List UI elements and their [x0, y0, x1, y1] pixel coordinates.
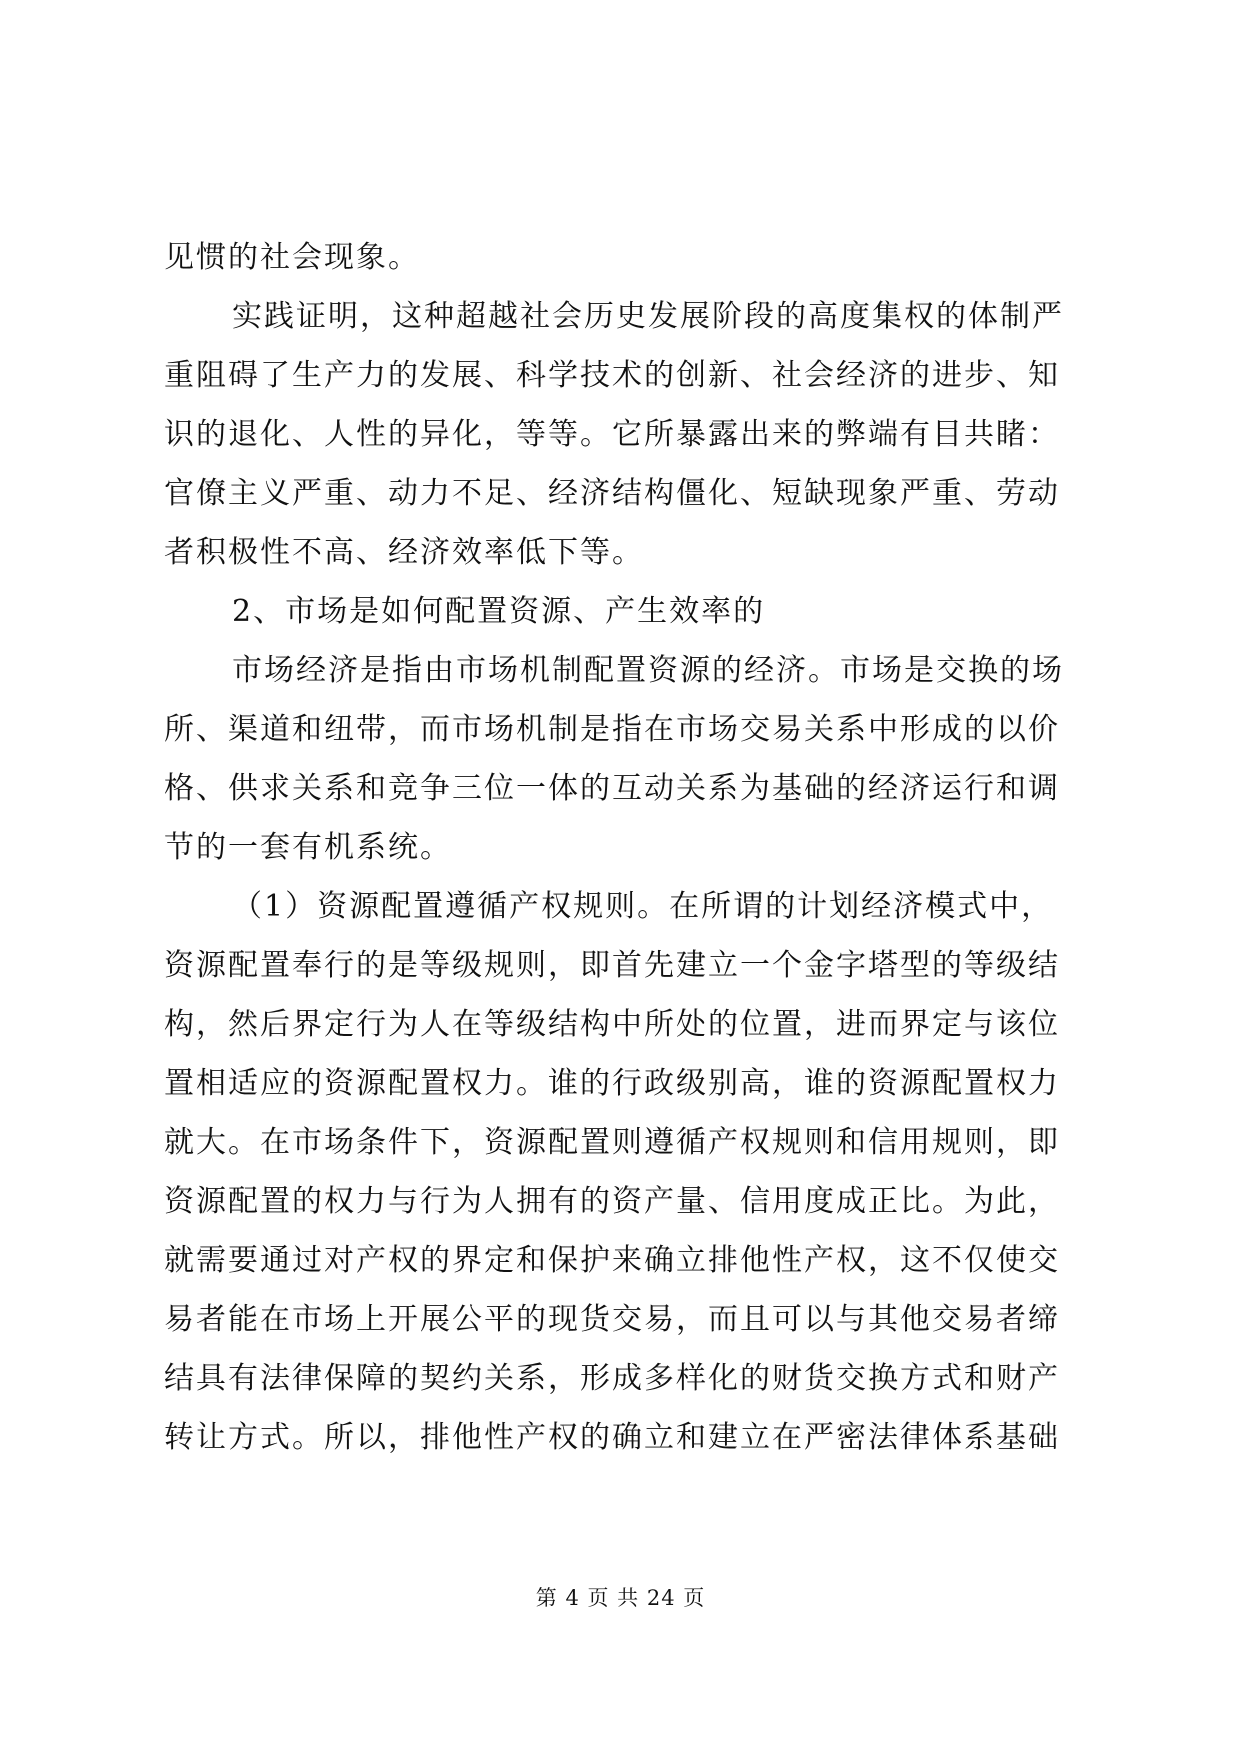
body-text: [164, 228, 1094, 1467]
text-line: 者积极性不高、经济效率低下等。: [164, 535, 644, 570]
text-line: 资源配置的权力与行为人拥有的资产量、信用度成正比。为此，: [164, 1184, 1060, 1219]
text-line: 所、渠道和纽带，而市场机制是指在市场交易关系中形成的以价: [164, 712, 1060, 747]
paragraph-first-line: 实践证明，这种超越社会历史发展阶段的高度集权的体制严: [232, 299, 1064, 334]
text-line: 见惯的社会现象。: [164, 240, 420, 275]
text-line: 官僚主义严重、动力不足、经济结构僵化、短缺现象严重、劳动: [164, 476, 1060, 511]
paragraph-first-line: 市场经济是指由市场机制配置资源的经济。市场是交换的场: [232, 653, 1064, 688]
text-line: 识的退化、人性的异化，等等。它所暴露出来的弊端有目共睹：: [164, 417, 1060, 452]
text-line: 转让方式。所以，排他性产权的确立和建立在严密法律体系基础: [164, 1420, 1060, 1455]
text-line: 节的一套有机系统。: [164, 830, 452, 865]
text-line: 易者能在市场上开展公平的现货交易，而且可以与其他交易者缔: [164, 1302, 1060, 1337]
text-line: 就大。在市场条件下，资源配置则遵循产权规则和信用规则，即: [164, 1125, 1060, 1160]
text-line: 格、供求关系和竞争三位一体的互动关系为基础的经济运行和调: [164, 771, 1060, 806]
paragraph-first-line: （1）资源配置遵循产权规则。在所谓的计划经济模式中，: [232, 889, 1054, 924]
text-line: 构，然后界定行为人在等级结构中所处的位置，进而界定与该位: [164, 1007, 1060, 1042]
page-number-footer: 第 4 页 共 24 页: [535, 1586, 706, 1610]
section-heading: 2、市场是如何配置资源、产生效率的: [232, 594, 766, 629]
text-line: 就需要通过对产权的界定和保护来确立排他性产权，这不仅使交: [164, 1243, 1060, 1278]
text-line: 置相适应的资源配置权力。谁的行政级别高，谁的资源配置权力: [164, 1066, 1060, 1101]
text-line: 重阻碍了生产力的发展、科学技术的创新、社会经济的进步、知: [164, 358, 1060, 393]
text-line: 结具有法律保障的契约关系，形成多样化的财货交换方式和财产: [164, 1361, 1060, 1396]
text-line: 资源配置奉行的是等级规则，即首先建立一个金字塔型的等级结: [164, 948, 1060, 983]
